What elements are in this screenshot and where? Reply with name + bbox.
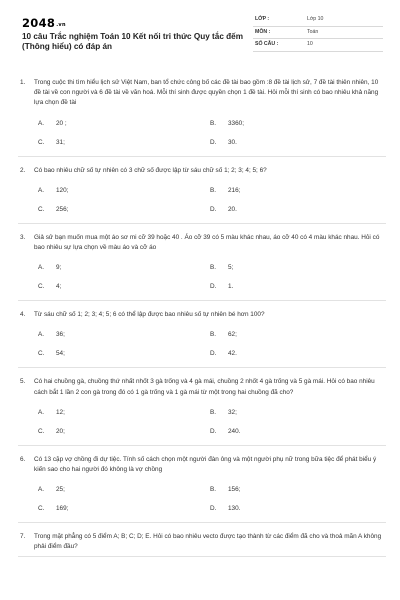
- answer-text: 20.: [228, 205, 237, 213]
- answer-option[interactable]: [210, 408, 382, 417]
- info-row-class: [253, 14, 383, 27]
- answer-option[interactable]: [210, 263, 382, 272]
- answer-option[interactable]: [210, 330, 382, 339]
- question-number: 6.: [20, 455, 26, 463]
- answer-option[interactable]: [38, 504, 210, 513]
- question-stem: [18, 310, 386, 320]
- document-title: 10 câu Trắc nghiệm Toán 10 Kết nối tri thức Quy tắc đếm (Thông hiểu) có đáp án: [22, 32, 243, 52]
- answer-option[interactable]: [210, 138, 382, 147]
- answer-text: 120;: [56, 186, 69, 194]
- answer-options: [38, 263, 386, 291]
- info-row-subject: [253, 27, 383, 40]
- answer-option[interactable]: [210, 349, 382, 358]
- question-stem: [18, 233, 386, 253]
- answer-text: 256;: [56, 205, 69, 213]
- answer-letter: B.: [210, 486, 217, 494]
- answer-option[interactable]: [38, 119, 210, 128]
- answer-letter: B.: [210, 408, 217, 416]
- question-number: 7.: [20, 533, 26, 541]
- question-list: [18, 78, 386, 566]
- question-number: 3.: [20, 233, 26, 241]
- answer-text: 12;: [56, 408, 65, 416]
- question-text: Có bao nhiêu chữ số tự nhiên có 3 chữ số được lập từ sáu chữ số 1; 2; 3; 4; 5; 6?: [34, 166, 267, 174]
- answer-letter: C.: [38, 350, 45, 358]
- question-text: Giả sử bạn muốn mua một áo sơ mi cỡ 39 hoặc 40 . Áo cỡ 39 có 5 màu khác nhau, áo cỡ 40 có 4 màu khác nhau. Hỏi có bao nhiêu sự lựa chọn về màu áo và cỡ áo: [34, 233, 380, 252]
- answer-option[interactable]: [38, 282, 210, 291]
- answer-letter: D.: [210, 205, 217, 213]
- answer-letter: B.: [210, 331, 217, 339]
- answer-options: [38, 485, 386, 513]
- answer-text: 36;: [56, 331, 65, 339]
- answer-option[interactable]: [38, 263, 210, 272]
- answer-option[interactable]: [38, 408, 210, 417]
- question-number: 5.: [20, 378, 26, 386]
- question-stem: [18, 532, 386, 552]
- info-value: Toán: [307, 28, 319, 35]
- answer-options: [38, 330, 386, 358]
- answer-letter: A.: [38, 186, 45, 194]
- answer-text: 240.: [228, 427, 241, 435]
- answer-letter: C.: [38, 283, 45, 291]
- answer-text: 42.: [228, 350, 237, 358]
- answer-text: 130.: [228, 505, 241, 513]
- question-text: Có 13 cặp vợ chồng đi dự tiệc. Tính số cách chọn một người đàn ông và một người phụ nữ trong bữa tiệc để phát biểu ý kiến sao cho hai người đó không là vợ chồng: [34, 455, 377, 474]
- question-item: [18, 532, 386, 556]
- answer-letter: B.: [210, 119, 217, 127]
- question-stem: [18, 166, 386, 176]
- answer-option[interactable]: [210, 282, 382, 291]
- answer-text: 30.: [228, 138, 237, 146]
- answer-option[interactable]: [38, 330, 210, 339]
- question-text: Trong mặt phẳng có 5 điểm A; B; C; D; E. Hỏi có bao nhiêu vecto được tạo thành từ các điểm đã cho và thoả mãn A không phải điểm đầu?: [34, 533, 382, 551]
- answer-letter: B.: [210, 186, 217, 194]
- info-label: MÔN :: [255, 28, 271, 35]
- answer-option[interactable]: [38, 349, 210, 358]
- answer-letter: C.: [38, 138, 45, 146]
- answer-option[interactable]: [38, 186, 210, 195]
- answer-text: 62;: [228, 331, 237, 339]
- answer-text: 1.: [228, 283, 234, 291]
- question-item: [18, 166, 386, 224]
- answer-options: [38, 408, 386, 436]
- answer-option[interactable]: [210, 205, 382, 214]
- answer-letter: D.: [210, 427, 217, 435]
- info-label: SỐ CÂU :: [255, 41, 279, 47]
- info-value: Lớp 10: [307, 16, 324, 22]
- answer-text: 156;: [228, 486, 241, 494]
- answer-text: 31;: [56, 138, 65, 146]
- logo-suffix: .vn: [56, 22, 66, 28]
- answer-option[interactable]: [38, 138, 210, 147]
- answer-letter: D.: [210, 138, 217, 146]
- question-text: Trong cuộc thi tìm hiểu lịch sử Việt Nam, ban tổ chức công bố các đề tài bao gồm :8 đề tài lịch sử, 7 đề tài thiên nhiên, 10 đề tài về con người và 6 đề tài về văn hoá. Mỗi thí sinh được quyền chọn 1 đề tài. Hỏi mỗi thí sinh có bao nhiêu khả năng lựa chọn đề tài: [34, 79, 379, 107]
- answer-option[interactable]: [210, 427, 382, 436]
- question-item: [18, 377, 386, 445]
- answer-letter: A.: [38, 264, 45, 272]
- answer-option[interactable]: [38, 427, 210, 436]
- answer-letter: A.: [38, 119, 45, 127]
- answer-text: 169;: [56, 505, 69, 513]
- question-text: Từ sáu chữ số 1; 2; 3; 4; 5; 6 có thể lập được bao nhiêu số tự nhiên bé hơn 100?: [34, 311, 265, 319]
- answer-text: 3360;: [228, 119, 244, 127]
- answer-letter: C.: [38, 205, 45, 213]
- answer-text: 20 ;: [56, 119, 67, 127]
- answer-options: [38, 186, 386, 214]
- answer-text: 54;: [56, 350, 65, 358]
- answer-option[interactable]: [210, 485, 382, 494]
- answer-options: [38, 119, 386, 147]
- answer-text: 25;: [56, 486, 65, 494]
- question-stem: [18, 78, 386, 109]
- question-item: [18, 455, 386, 523]
- document-header: [22, 14, 382, 60]
- question-stem: [18, 377, 386, 397]
- question-item: [18, 310, 386, 368]
- answer-text: 32;: [228, 408, 237, 416]
- answer-text: 216;: [228, 186, 241, 194]
- question-item: [18, 78, 386, 157]
- info-value: 10: [307, 41, 313, 47]
- answer-option[interactable]: [38, 205, 210, 214]
- answer-option[interactable]: [38, 485, 210, 494]
- answer-letter: C.: [38, 427, 45, 435]
- answer-letter: D.: [210, 350, 217, 358]
- question-stem: [18, 455, 386, 475]
- answer-letter: B.: [210, 264, 217, 272]
- answer-letter: A.: [38, 331, 45, 339]
- logo-main: 2048: [22, 16, 56, 30]
- answer-text: 20;: [56, 427, 65, 435]
- question-item: [18, 233, 386, 301]
- info-row-count: [253, 39, 383, 52]
- info-table: [253, 14, 383, 52]
- question-number: 2.: [20, 166, 26, 174]
- answer-text: 4;: [56, 283, 62, 291]
- answer-letter: D.: [210, 283, 217, 291]
- answer-option[interactable]: [210, 504, 382, 513]
- answer-option[interactable]: [210, 119, 382, 128]
- answer-letter: D.: [210, 505, 217, 513]
- answer-letter: A.: [38, 408, 45, 416]
- answer-letter: C.: [38, 505, 45, 513]
- answer-letter: A.: [38, 486, 45, 494]
- question-number: 4.: [20, 311, 26, 319]
- question-text: Có hai chuồng gà, chuồng thứ nhất nhốt 3 gà trống và 4 gà mái, chuồng 2 nhốt 4 gà trống và 5 gà mái. Hỏi có bao nhiêu cách bắt 1 lần 2 con gà trong đó có 1 gà trống và 1 gà mái từ một trong hai chuồng đã cho?: [34, 378, 375, 396]
- question-number: 1.: [20, 79, 26, 86]
- site-logo[interactable]: [22, 16, 66, 30]
- answer-option[interactable]: [210, 186, 382, 195]
- answer-text: 5;: [228, 264, 234, 272]
- info-label: LỚP :: [255, 16, 270, 22]
- answer-text: 9;: [56, 264, 62, 272]
